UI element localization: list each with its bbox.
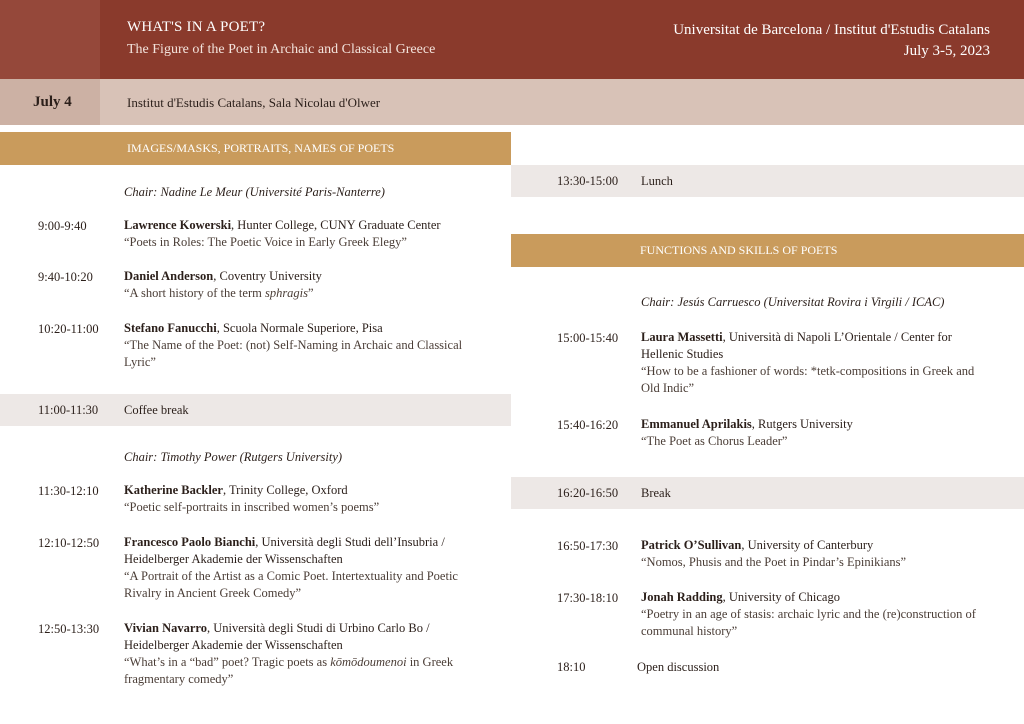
speaker-name: Emmanuel Aprilakis <box>641 417 752 431</box>
speaker-name: Katherine Backler <box>124 483 223 497</box>
speaker-affiliation: , University of Chicago <box>722 590 840 604</box>
talk-title: “A Portrait of the Artist as a Comic Poet. Intertextuality and Poetic Rivalry in Ancient Greek Comedy” <box>124 569 458 600</box>
speaker-affiliation: , Università di Napoli L’Orientale / Center for Hellenic Studies <box>641 330 952 361</box>
talk-time: 9:40-10:20 <box>38 270 93 284</box>
speaker-name: Lawrence Kowerski <box>124 218 232 232</box>
speaker-name: Francesco Paolo Bianchi <box>124 535 256 549</box>
talk-entry <box>124 217 494 251</box>
talk-title <box>124 655 453 686</box>
talk-title-part: in Greek fragmentary comedy” <box>124 655 454 686</box>
talk-title-part: “A short history of the term <box>124 286 265 300</box>
chair-left-2: Chair: Timothy Power (Rutgers University) <box>124 450 343 464</box>
talk-title-emphasis: sphragis <box>264 286 309 300</box>
speaker-name: Stefano Fanucchi <box>124 321 217 335</box>
section-title-right: FUNCTIONS AND SKILLS OF POETS <box>640 243 838 257</box>
speaker-affiliation: , University of Canterbury <box>741 538 874 552</box>
speaker-name: Laura Massetti <box>641 330 723 344</box>
talk-entry <box>124 320 464 371</box>
lunch-row <box>511 165 1024 197</box>
break-row <box>511 477 1024 509</box>
chair-right: Chair: Jesús Carruesco (Universitat Rovira i Virgili / ICAC) <box>641 295 945 309</box>
talk-title: “Poetic self-portraits in inscribed women’s poems” <box>124 500 380 514</box>
speaker-name: Jonah Radding <box>641 590 723 604</box>
conference-dates: July 3-5, 2023 <box>903 43 990 59</box>
talk-time: 12:10-12:50 <box>38 536 100 550</box>
header-bar <box>0 0 1024 79</box>
talk-title: “How to be a fashioner of words: *tetk-compositions in Greek and Old Indic” <box>641 364 975 395</box>
talk-entry <box>124 534 479 602</box>
talk-entry <box>641 589 991 640</box>
speaker-name: Daniel Anderson <box>124 269 214 283</box>
talk-entry <box>124 268 494 302</box>
talk-title: “The Name of the Poet: (not) Self-Naming in Archaic and Classical Lyric” <box>124 338 463 369</box>
lunch-label: Lunch <box>641 174 673 188</box>
break-time: 16:20-16:50 <box>557 486 619 500</box>
talk-entry <box>124 482 494 516</box>
talk-time: 15:00-15:40 <box>557 331 619 345</box>
talk-entry <box>641 416 986 450</box>
day-row <box>0 79 1024 125</box>
talk-entry <box>641 329 986 397</box>
chair-left-1: Chair: Nadine Le Meur (Université Paris-Nanterre) <box>124 185 385 199</box>
break-label: Coffee break <box>124 403 189 417</box>
speaker-affiliation: , Università degli Studi dell’Insubria / Heidelberger Akademie der Wissenschaften <box>124 535 445 566</box>
talk-time: 11:30-12:10 <box>38 484 99 498</box>
lunch-time: 13:30-15:00 <box>557 174 619 188</box>
speaker-name: Patrick O’Sullivan <box>641 538 742 552</box>
section-band-right <box>511 234 1024 267</box>
speaker-affiliation: , Coventry University <box>213 269 322 283</box>
header-side-block <box>0 0 100 79</box>
talk-time: 15:40-16:20 <box>557 418 619 432</box>
speaker-affiliation: , Scuola Normale Superiore, Pisa <box>216 321 383 335</box>
talk-title: “Poetry in an age of stasis: archaic lyric and the (re)construction of communal history” <box>641 607 976 638</box>
talk-title: “Nomos, Phusis and the Poet in Pindar’s Epinikians” <box>641 555 907 569</box>
day-label: July 4 <box>33 94 72 110</box>
conference-title: WHAT'S IN A POET? <box>127 19 266 35</box>
talk-time: 10:20-11:00 <box>38 322 99 336</box>
talk-title: “The Poet as Chorus Leader” <box>641 434 788 448</box>
talk-time: 9:00-9:40 <box>38 219 87 233</box>
conference-subtitle: The Figure of the Poet in Archaic and Classical Greece <box>127 42 436 57</box>
talk-time: 16:50-17:30 <box>557 539 619 553</box>
talk-title-part: ” <box>308 286 314 300</box>
speaker-affiliation: , Università degli Studi di Urbino Carlo Bo / Heidelberger Akademie der Wissenschaften <box>124 621 430 652</box>
section-title-left: IMAGES/MASKS, PORTRAITS, NAMES OF POETS <box>127 141 395 155</box>
break-label: Break <box>641 486 671 500</box>
talk-entry <box>641 537 986 571</box>
talk-title: “Poets in Roles: The Poetic Voice in Early Greek Elegy” <box>124 235 407 249</box>
talk-title-part: “What’s in a “bad” poet? Tragic poets as <box>124 655 331 669</box>
speaker-name: Vivian Navarro <box>124 621 207 635</box>
day-venue: Institut d'Estudis Catalans, Sala Nicolau d'Olwer <box>127 95 381 110</box>
institution: Universitat de Barcelona / Institut d'Estudis Catalans <box>673 22 990 38</box>
section-band-left <box>0 132 511 165</box>
talk-time: 12:50-13:30 <box>38 622 100 636</box>
break-time: 11:00-11:30 <box>38 403 99 417</box>
talk-title-emphasis: kōmōdoumenoi <box>330 655 407 669</box>
speaker-affiliation: , Trinity College, Oxford <box>222 483 348 497</box>
talk-title <box>124 286 314 300</box>
final-label: Open discussion <box>637 660 720 674</box>
speaker-affiliation: , Rutgers University <box>751 417 853 431</box>
talk-entry <box>124 620 484 688</box>
final-time: 18:10 <box>557 660 586 674</box>
talk-time: 17:30-18:10 <box>557 591 619 605</box>
coffee-break-row <box>0 394 511 426</box>
speaker-affiliation: , Hunter College, CUNY Graduate Center <box>231 218 441 232</box>
